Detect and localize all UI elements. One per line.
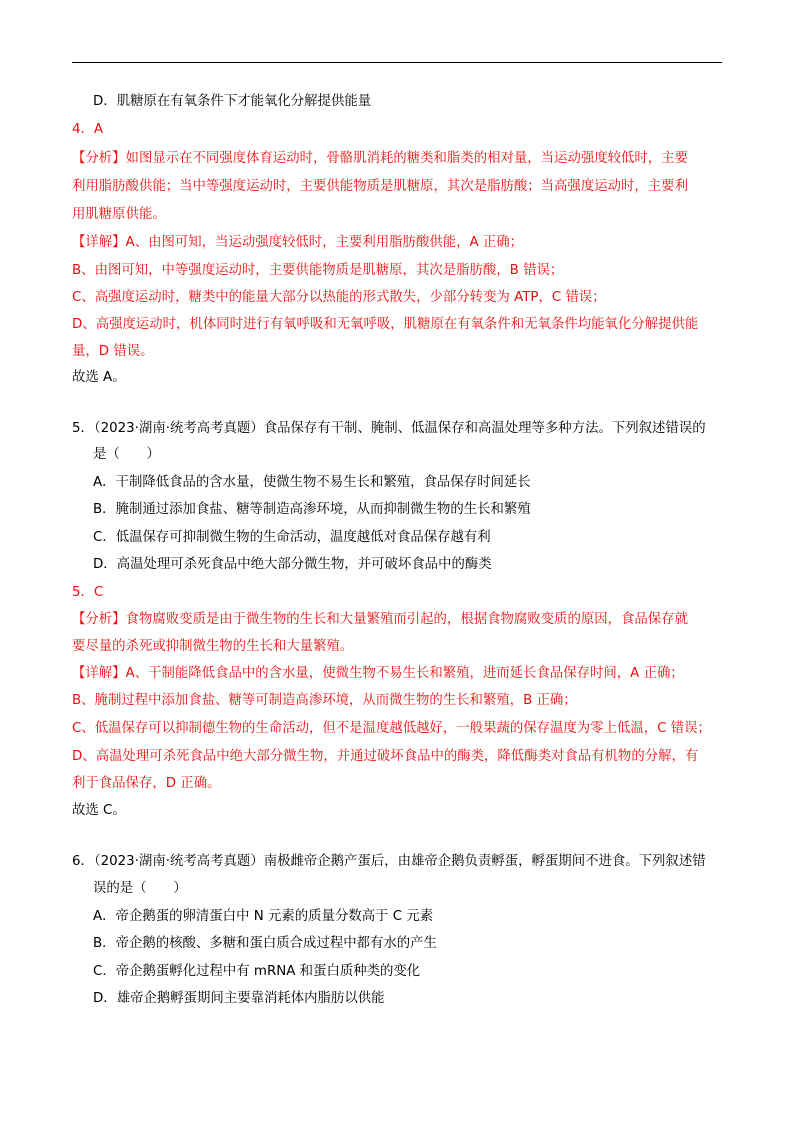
q5-stem-line-2: 是（ ） — [93, 447, 160, 462]
q6-stem-line-2: 误的是（ ） — [93, 881, 187, 896]
q4-detail-d-line-2: 量，D 错误。 — [72, 344, 154, 359]
q4-answer: 4．A — [72, 122, 104, 137]
q5-answer: 5．C — [72, 585, 104, 600]
q4-detail-a: 【详解】A、由图可知，当运动强度较低时，主要利用脂肪酸供能，A 正确； — [72, 235, 524, 250]
q6-option-c: C．帝企鹅蛋孵化过程中有 mRNA 和蛋白质种类的变化 — [93, 964, 421, 979]
q5-detail-c: C、低温保存可以抑制德生物的生命活动，但不是温度越低越好，一般果蔬的保存温度为零上低温，C 错误； — [72, 721, 711, 736]
q5-option-d: D．高温处理可杀死食品中绝大部分微生物，并可破坏食品中的酶类 — [93, 557, 492, 572]
q5-option-c: C．低温保存可抑制微生物的生命活动，温度越低对食品保存越有利 — [93, 530, 491, 545]
q5-option-b: B．腌制通过添加食盐、糖等制造高渗环境，从而抑制微生物的生长和繁殖 — [93, 502, 531, 517]
q5-analysis-line-1: 【分析】食物腐败变质是由于微生物的生长和大量繁殖而引起的，根据食物腐败变质的原因，食品保存就 — [72, 612, 688, 627]
q6-option-b: B．帝企鹅的核酸、多糖和蛋白质合成过程中都有水的产生 — [93, 936, 437, 951]
q4-analysis-line-3: 用肌糖原供能。 — [72, 207, 166, 222]
q5-detail-b: B、腌制过程中添加食盐、糖等可制造高渗环境，从而微生物的生长和繁殖，B 正确； — [72, 693, 577, 708]
q6-stem-line-1: 6．（2023·湖南·统考高考真题）南极雌帝企鹅产蛋后，由雄帝企鹅负责孵蛋，孵蛋期间不进食。下列叙述错 — [72, 854, 706, 869]
q5-stem-line-1: 5．（2023·湖南·统考高考真题）食品保存有干制、腌制、低温保存和高温处理等多种方法。下列叙述错误的 — [72, 421, 706, 436]
q5-conclusion: 故选 C。 — [72, 803, 126, 818]
q4-detail-c: C、高强度运动时，糖类中的能量大部分以热能的形式散失，少部分转变为 ATP，C 错误； — [72, 290, 606, 305]
q4-detail-d-line-1: D、高强度运动时，机体同时进行有氧呼吸和无氧呼吸，肌糖原在有氧条件和无氧条件均能氧化分解提供能 — [72, 317, 699, 332]
q5-detail-d-line-2: 利于食品保存，D 正确。 — [72, 776, 221, 791]
header-rule — [72, 62, 722, 63]
q4-conclusion: 故选 A。 — [72, 370, 126, 385]
prev-option-d: D．肌糖原在有氧条件下才能氧化分解提供能量 — [93, 94, 372, 109]
q4-analysis-line-2: 利用脂肪酸供能；当中等强度运动时，主要供能物质是肌糖原，其次是脂肪酸；当高强度运动时，主要利 — [72, 179, 688, 194]
q6-option-d: D．雄帝企鹅孵蛋期间主要靠消耗体内脂肪以供能 — [93, 991, 385, 1006]
q5-option-a: A．干制降低食品的含水量，使微生物不易生长和繁殖，食品保存时间延长 — [93, 475, 531, 490]
q5-detail-a: 【详解】A、干制能降低食品中的含水量，使微生物不易生长和繁殖，进而延长食品保存时间，A 正确； — [72, 666, 684, 681]
q5-detail-d-line-1: D、高温处理可杀死食品中绝大部分微生物，并通过破坏食品中的酶类，降低酶类对食品有机物的分解，有 — [72, 749, 699, 764]
q5-analysis-line-2: 要尽量的杀死或抑制微生物的生长和大量繁殖。 — [72, 639, 354, 654]
q4-analysis-line-1: 【分析】如图显示在不同强度体育运动时，骨骼肌消耗的糖类和脂类的相对量，当运动强度较低时，主要 — [72, 151, 688, 166]
q4-detail-b: B、由图可知，中等强度运动时，主要供能物质是肌糖原，其次是脂肪酸，B 错误； — [72, 263, 564, 278]
q6-option-a: A．帝企鹅蛋的卵清蛋白中 N 元素的质量分数高于 C 元素 — [93, 909, 434, 924]
